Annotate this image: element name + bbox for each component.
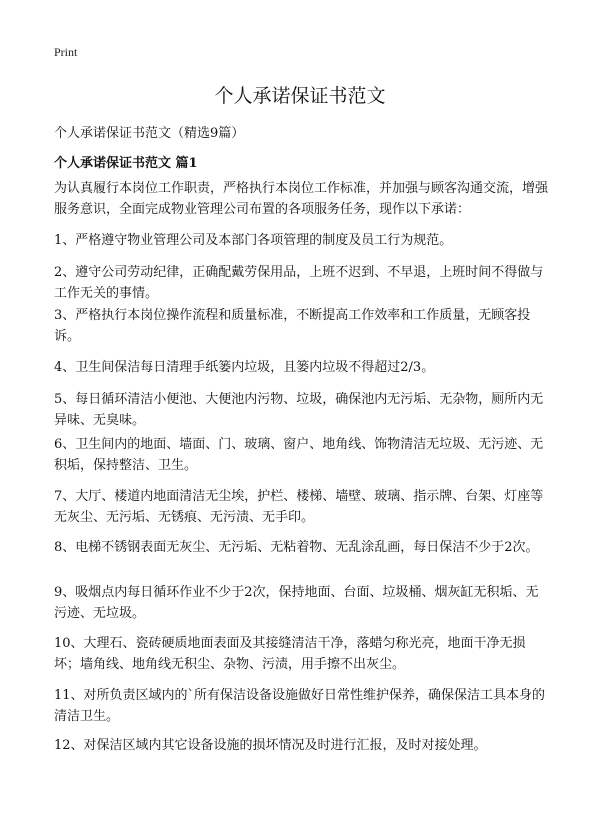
pledge-item-1: 1、严格遵守物业管理公司及本部门各项管理的制度及员工行为规范。	[54, 233, 453, 248]
pledge-item-12: 12、对保洁区域内其它设备设施的损坏情况及时进行汇报，及时对接处理。	[54, 738, 487, 753]
pledge-item-2: 2、遵守公司劳动纪律，正确配戴劳保用品，上班不迟到、不早退，上班时间不得做与工作无关的事情。	[54, 265, 544, 301]
pledge-item-10: 10、大理石、瓷砖硬质地面表面及其接缝清洁干净，落蜡匀称光亮，地面干净无损坏；墙角线、地角线无积尘、杂物、污渍，用手擦不出灰尘。	[54, 636, 526, 672]
pledge-item-3: 3、严格执行本岗位操作流程和质量标准，不断提高工作效率和工作质量，无顾客投诉。	[54, 308, 531, 344]
pledge-item-4: 4、卫生间保洁每日清理手纸篓内垃圾，且篓内垃圾不得超过2/3。	[54, 360, 435, 375]
intro-paragraph: 为认真履行本岗位工作职责，严格执行本岗位工作标准，并加强与顾客沟通交流，增强服务意识，全面完成物业管理公司布置的各项服务任务，现作以下承诺：	[54, 181, 549, 217]
page-title: 个人承诺保证书范文	[214, 85, 386, 107]
pledge-item-9: 9、吸烟点内每日循环作业不少于2次，保持地面、台面、垃圾桶、烟灰缸无积垢、无污迹、无垃圾。	[54, 585, 539, 621]
pledge-item-6: 6、卫生间内的地面、墙面、门、玻璃、窗户、地角线、饰物清洁无垃圾、无污迹、无积垢，保持整洁、卫生。	[54, 437, 544, 473]
print-link[interactable]: Print	[54, 45, 78, 59]
pledge-item-8: 8、电梯不锈钢表面无灰尘、无污垢、无粘着物、无乱涂乱画，每日保洁不少于2次。	[54, 540, 539, 555]
pledge-item-11: 11、对所负责区域内的`所有保洁设备设施做好日常性维护保养，确保保洁工具本身的清洁卫生。	[54, 688, 546, 724]
pledge-item-5: 5、每日循环清洁小便池、大便池内污物、垃圾，确保池内无污垢、无杂物，厕所内无异味、无臭味。	[54, 392, 544, 428]
document-subtitle: 个人承诺保证书范文（精选9篇）	[54, 126, 245, 141]
section-heading: 个人承诺保证书范文 篇1	[54, 156, 198, 171]
pledge-item-7: 7、大厅、楼道内地面清洁无尘埃，护栏、楼梯、墙壁、玻璃、指示牌、台架、灯座等无灰尘、无污垢、无锈痕、无污渍、无手印。	[54, 489, 544, 525]
